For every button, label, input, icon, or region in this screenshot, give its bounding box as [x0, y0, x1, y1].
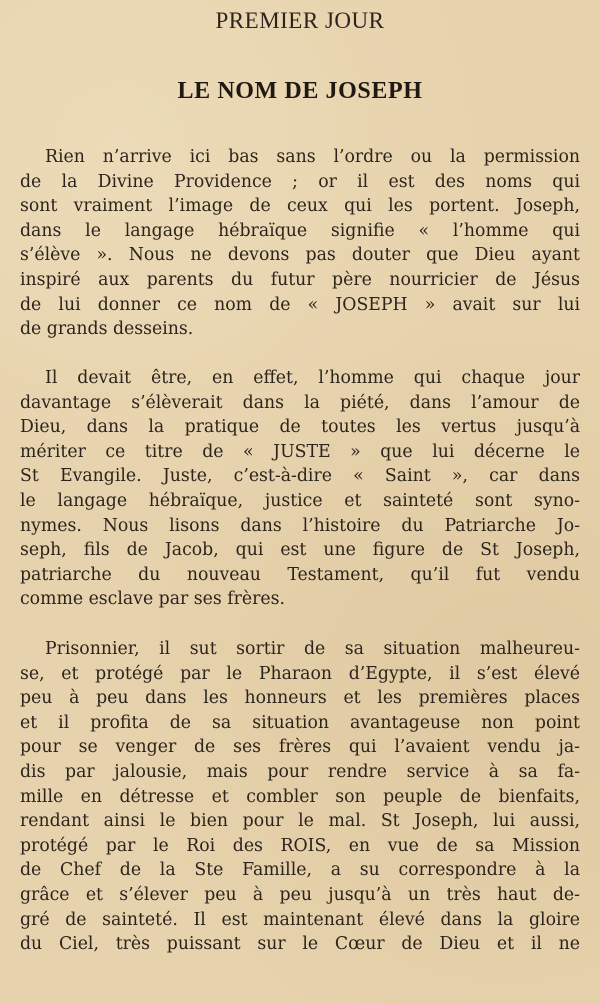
chapter-heading: PREMIER JOUR [215, 8, 385, 33]
paragraph-line: dans le langage hébraïque signifie « l’homme qui [20, 220, 580, 241]
paragraph-line: rendant ainsi le bien pour le mal. St Joseph, lui aussi, [20, 811, 580, 832]
paragraph-line: de grands desseins. [20, 319, 194, 340]
paragraph-line: de lui donner ce nom de « JOSEPH » avait sur lui [20, 294, 580, 315]
paragraph-line: St Evangile. Juste, c’est-à-dire « Saint », car dans [20, 466, 580, 487]
paragraph-3 [20, 637, 580, 957]
paragraph-1 [20, 145, 580, 342]
paragraph-line: Prisonnier, il sut sortir de sa situation malheureu- [45, 639, 580, 659]
paragraph-line: peu à peu dans les honneurs et les premières places [20, 688, 580, 709]
paragraph-line: de Chef de la Ste Famille, a su correspondre à la [20, 860, 580, 881]
paragraph-line: seph, fils de Jacob, qui est une figure de St Joseph, [20, 540, 580, 561]
paragraph-line: pour se venger de ses frères qui l’avaient vendu ja- [20, 737, 580, 758]
paragraph-2 [20, 366, 580, 612]
paragraph-line: grâce et s’élever peu à peu jusqu’à un très haut de- [20, 884, 580, 905]
paragraph-line: nymes. Nous lisons dans l’histoire du Patriarche Jo- [20, 515, 580, 536]
paragraph-line: se, et protégé par le Pharaon d’Egypte, il s’est élevé [20, 663, 580, 684]
paragraph-line: dis par jalousie, mais pour rendre service à sa fa- [20, 761, 580, 782]
paragraph-line: gré de sainteté. Il est maintenant élevé dans la gloire [20, 909, 580, 930]
paragraph-line: du Ciel, très puissant sur le Cœur de Dieu et il ne [20, 934, 580, 955]
paragraph-line: inspiré aux parents du futur père nourricier de Jésus [20, 269, 580, 290]
paragraph-line: de la Divine Providence ; or il est des noms qui [20, 171, 580, 192]
paragraph-line: davantage s’élèverait dans la piété, dans l’amour de [20, 392, 580, 413]
paragraph-line: patriarche du nouveau Testament, qu’il fut vendu [20, 564, 580, 585]
paragraph-line: sont vraiment l’image de ceux qui les portent. Joseph, [20, 196, 580, 217]
section-title: LE NOM DE JOSEPH [177, 78, 423, 104]
paragraph-line: comme esclave par ses frères. [20, 589, 285, 610]
paragraph-line: Dieu, dans la pratique de toutes les vertus jusqu’à [20, 417, 580, 438]
paragraph-line: s’élève ». Nous ne devons pas douter que Dieu ayant [20, 245, 580, 266]
paragraph-line: Il devait être, en effet, l’homme qui chaque jour [45, 368, 580, 388]
paragraph-line: protégé par le Roi des ROIS, en vue de sa Mission [20, 835, 580, 856]
paragraph-line: et il profita de sa situation avantageuse non point [20, 712, 580, 733]
paragraph-line: le langage hébraïque, justice et sainteté sont syno- [20, 490, 580, 511]
paragraph-line: mille en détresse et combler son peuple de bienfaits, [20, 786, 580, 807]
paragraph-line: mériter ce titre de « JUSTE » que lui décerne le [20, 441, 580, 462]
paragraph-line: Rien n’arrive ici bas sans l’ordre ou la permission [45, 147, 580, 167]
